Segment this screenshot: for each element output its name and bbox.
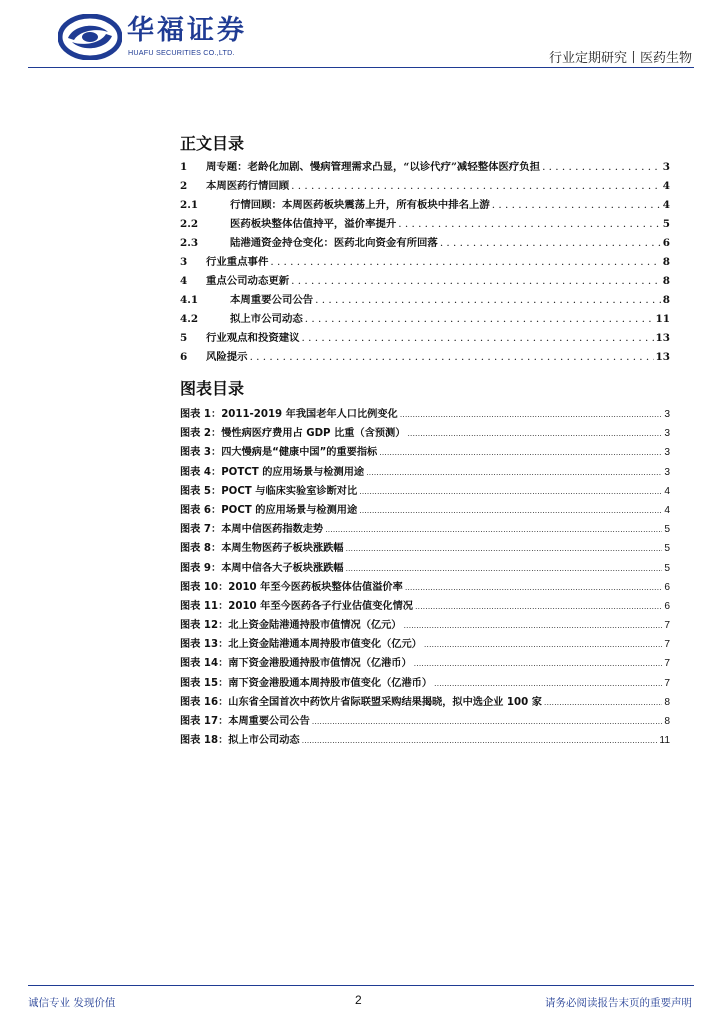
toc-leader bbox=[302, 329, 654, 348]
toc-leader bbox=[440, 234, 661, 253]
figure-item[interactable] bbox=[180, 405, 670, 424]
figures-title: 图表目录 bbox=[180, 379, 245, 398]
toc-item-page: 8 bbox=[662, 275, 670, 287]
figure-item[interactable] bbox=[180, 539, 670, 558]
toc-leader bbox=[291, 272, 661, 291]
figure-item[interactable] bbox=[180, 597, 670, 616]
toc-list bbox=[180, 158, 670, 367]
figure-item[interactable] bbox=[180, 731, 670, 750]
toc-item-number: 4.1 bbox=[180, 294, 199, 306]
toc-item-number: 4 bbox=[180, 275, 188, 287]
toc-item-text: 本周重要公司公告 bbox=[230, 294, 314, 306]
figure-leader bbox=[379, 443, 662, 462]
figure-leader bbox=[312, 712, 663, 731]
figure-item[interactable] bbox=[180, 616, 670, 635]
figure-item-text: 图表 3：四大慢病是“健康中国”的重要指标 bbox=[180, 447, 378, 459]
figure-leader bbox=[302, 731, 658, 750]
figure-item-page: 3 bbox=[664, 466, 670, 478]
figure-item[interactable] bbox=[180, 501, 670, 520]
toc-item-page: 13 bbox=[655, 351, 670, 363]
toc-item[interactable] bbox=[180, 348, 670, 367]
logo-text-cn: 华福证券 bbox=[127, 15, 247, 46]
figure-item[interactable] bbox=[180, 712, 670, 731]
toc-item-number: 5 bbox=[180, 332, 188, 344]
figures-list bbox=[180, 405, 670, 750]
figure-item-page: 6 bbox=[664, 581, 670, 593]
toc-leader bbox=[492, 196, 661, 215]
figure-item[interactable] bbox=[180, 424, 670, 443]
toc-item-text: 行情回顾：本周医药板块震荡上升，所有板块中排名上游 bbox=[230, 199, 490, 211]
figure-item-page: 7 bbox=[664, 620, 670, 632]
figure-leader bbox=[345, 559, 662, 578]
figure-leader bbox=[544, 693, 662, 712]
logo-text-en: HUAFU SECURITIES CO.,LTD. bbox=[128, 48, 235, 57]
toc-item[interactable] bbox=[180, 177, 670, 196]
figure-item-text: 图表 9：本周中信各大子板块涨跌幅 bbox=[180, 562, 344, 574]
toc-item-number: 1 bbox=[180, 161, 188, 173]
toc-item[interactable] bbox=[180, 272, 670, 291]
toc-item[interactable] bbox=[180, 310, 670, 329]
toc-item-page: 6 bbox=[662, 237, 670, 249]
figure-leader bbox=[434, 674, 662, 693]
toc-leader bbox=[398, 215, 661, 234]
toc-item-page: 4 bbox=[662, 180, 670, 192]
figure-item[interactable] bbox=[180, 482, 670, 501]
toc-item-page: 3 bbox=[662, 161, 670, 173]
figure-item-page: 11 bbox=[659, 735, 670, 747]
toc-leader bbox=[305, 310, 654, 329]
figure-item-page: 7 bbox=[664, 658, 670, 670]
toc-item[interactable] bbox=[180, 158, 670, 177]
figure-item-text: 图表 8：本周生物医药子板块涨跌幅 bbox=[180, 543, 344, 555]
toc-item-text: 本周医药行情回顾 bbox=[206, 180, 290, 192]
figure-item-text: 图表 16：山东省全国首次中药饮片省际联盟采购结果揭晓，拟中选企业 100 家 bbox=[180, 696, 542, 708]
figure-leader bbox=[403, 616, 662, 635]
figure-item-text: 图表 15：南下资金港股通本周持股市值变化（亿港币） bbox=[180, 677, 433, 689]
figure-item-page: 5 bbox=[664, 562, 670, 574]
figure-leader bbox=[405, 578, 663, 597]
figure-item-text: 图表 6：POCT 的应用场景与检测用途 bbox=[180, 504, 358, 516]
figure-item[interactable] bbox=[180, 559, 670, 578]
toc-item[interactable] bbox=[180, 196, 670, 215]
toc-item-number: 2 bbox=[180, 180, 188, 192]
toc-item-page: 4 bbox=[662, 199, 670, 211]
figure-item-page: 4 bbox=[664, 485, 670, 497]
toc-item-number: 2.1 bbox=[180, 199, 199, 211]
toc-item-text: 行业重点事件 bbox=[206, 256, 269, 268]
toc-item-page: 8 bbox=[662, 294, 670, 306]
figure-item-page: 4 bbox=[664, 504, 670, 516]
page-number: 2 bbox=[355, 993, 362, 1007]
report-category: 行业定期研究丨医药生物 bbox=[548, 51, 692, 66]
toc-item-number: 4.2 bbox=[180, 313, 199, 325]
figure-item-page: 7 bbox=[664, 639, 670, 651]
figure-item-page: 3 bbox=[664, 447, 670, 459]
figure-item-text: 图表 2：慢性病医疗费用占 GDP 比重（含预测） bbox=[180, 428, 406, 440]
figure-item[interactable] bbox=[180, 578, 670, 597]
toc-item[interactable] bbox=[180, 215, 670, 234]
page-header bbox=[0, 0, 724, 74]
figure-item[interactable] bbox=[180, 463, 670, 482]
toc-item-page: 5 bbox=[662, 218, 670, 230]
figure-leader bbox=[407, 424, 662, 443]
figure-leader bbox=[325, 520, 662, 539]
toc-leader bbox=[270, 253, 660, 272]
figure-item-page: 5 bbox=[664, 543, 670, 555]
figure-leader bbox=[400, 405, 663, 424]
toc-item-page: 13 bbox=[655, 332, 670, 344]
figure-item-page: 3 bbox=[664, 428, 670, 440]
figure-item[interactable] bbox=[180, 635, 670, 654]
toc-leader bbox=[315, 291, 661, 310]
toc-item-number: 3 bbox=[180, 256, 188, 268]
figure-item[interactable] bbox=[180, 443, 670, 462]
figure-leader bbox=[345, 539, 662, 558]
figure-item-text: 图表 14：南下资金港股通持股市值情况（亿港币） bbox=[180, 658, 412, 670]
figure-item-text: 图表 13：北上资金陆港通本周持股市值变化（亿元） bbox=[180, 639, 422, 651]
figure-item[interactable] bbox=[180, 674, 670, 693]
figure-item-page: 3 bbox=[664, 409, 670, 420]
toc-leader bbox=[291, 177, 661, 196]
figure-item-text: 图表 17：本周重要公司公告 bbox=[180, 716, 310, 727]
figure-leader bbox=[359, 482, 662, 501]
toc-item-text: 重点公司动态更新 bbox=[206, 275, 290, 287]
footer-slogan: 诚信专业 发现价值 bbox=[28, 997, 116, 1009]
toc-item[interactable] bbox=[180, 234, 670, 253]
footer-divider bbox=[28, 985, 694, 986]
figure-leader bbox=[366, 463, 662, 482]
toc-item[interactable] bbox=[180, 291, 670, 310]
toc-item-number: 6 bbox=[180, 351, 188, 363]
toc-item-text: 拟上市公司动态 bbox=[230, 313, 303, 325]
toc-leader bbox=[542, 158, 661, 177]
toc-item-page: 11 bbox=[655, 313, 670, 325]
figure-item-page: 8 bbox=[664, 696, 670, 708]
figure-item-page: 7 bbox=[664, 677, 670, 689]
figure-item-text: 图表 12：北上资金陆港通持股市值情况（亿元） bbox=[180, 620, 402, 632]
figure-item[interactable] bbox=[180, 654, 670, 673]
figure-leader bbox=[415, 597, 662, 616]
toc-item-text: 陆港通资金持仓变化：医药北向资金有所回落 bbox=[230, 237, 438, 249]
figure-item-text: 图表 10：2010 年至今医药板块整体估值溢价率 bbox=[180, 581, 403, 593]
figure-item[interactable] bbox=[180, 520, 670, 539]
figure-item-text: 图表 4：POTCT 的应用场景与检测用途 bbox=[180, 466, 365, 478]
figure-leader bbox=[414, 654, 663, 673]
figure-item-page: 5 bbox=[664, 524, 670, 536]
toc-item-text: 周专题：老龄化加剧、慢病管理需求凸显，“以诊代疗”减轻整体医疗负担 bbox=[206, 161, 541, 173]
toc-leader bbox=[250, 348, 654, 367]
figure-item-text: 图表 11：2010 年至今医药各子行业估值变化情况 bbox=[180, 600, 413, 612]
toc-title: 正文目录 bbox=[180, 134, 245, 153]
toc-item-number: 2.2 bbox=[180, 218, 199, 230]
footer-disclaimer: 请务必阅读报告末页的重要声明 bbox=[545, 997, 692, 1009]
huafu-logo-icon bbox=[58, 14, 122, 60]
figure-item-text: 图表 18：拟上市公司动态 bbox=[180, 735, 300, 747]
figure-item-text: 图表 5：POCT 与临床实验室诊断对比 bbox=[180, 485, 358, 497]
toc-item-page: 8 bbox=[662, 256, 670, 268]
toc-item-text: 行业观点和投资建议 bbox=[206, 332, 300, 344]
figure-leader bbox=[359, 501, 662, 520]
figure-item-page: 6 bbox=[664, 600, 670, 612]
figure-item[interactable] bbox=[180, 693, 670, 712]
toc-item-number: 2.3 bbox=[180, 237, 199, 249]
toc-item[interactable] bbox=[180, 253, 670, 272]
toc-item-text: 风险提示 bbox=[206, 351, 248, 363]
header-divider bbox=[28, 67, 694, 68]
toc-item-text: 医药板块整体估值持平，溢价率提升 bbox=[230, 218, 397, 230]
figure-item-page: 8 bbox=[664, 716, 670, 727]
figure-leader bbox=[424, 635, 662, 654]
toc-item[interactable] bbox=[180, 329, 670, 348]
figure-item-text: 图表 1：2011-2019 年我国老年人口比例变化 bbox=[180, 409, 398, 420]
figure-item-text: 图表 7：本周中信医药指数走势 bbox=[180, 524, 324, 536]
